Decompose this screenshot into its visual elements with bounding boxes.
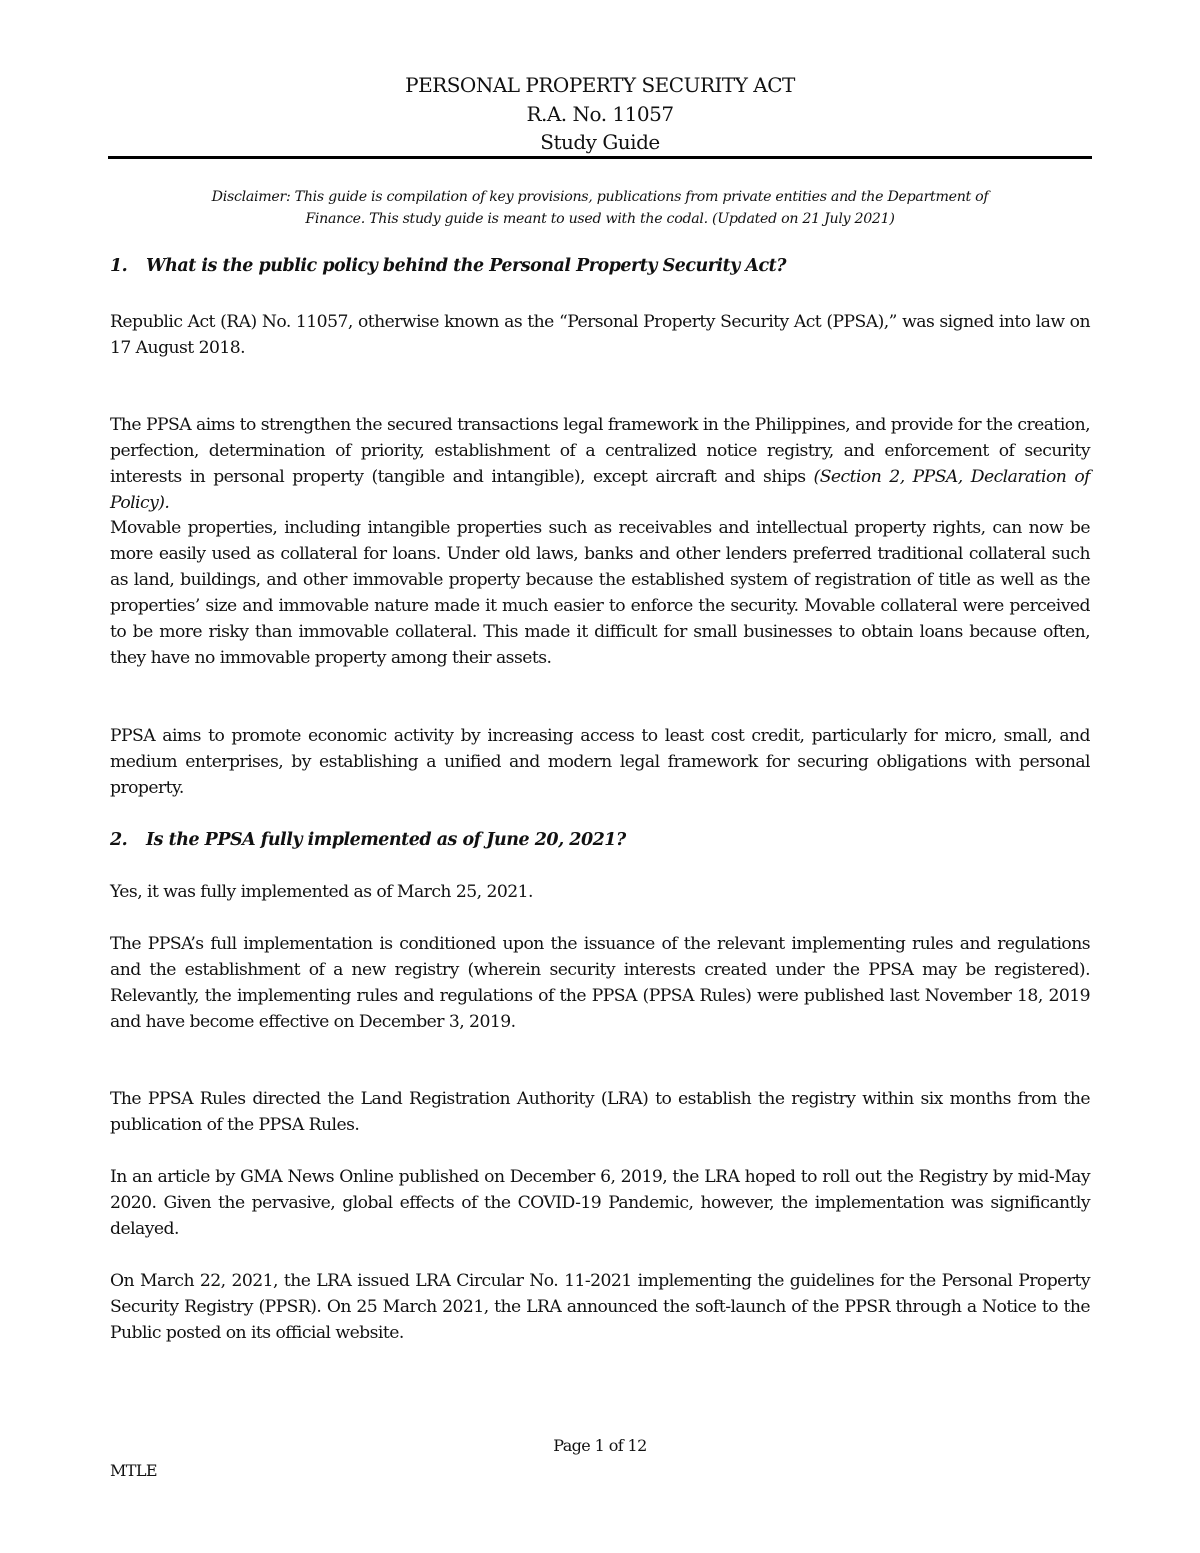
paragraph-text: The PPSA aims to strengthen the secured transactions legal framework in the Philippines, and provide for the creation, perfection, determination of priority, establishment of a centralized notice registry, and enforcement of security interests in personal property (tangible and intangible), except aircraft and ships xyxy=(110,415,1090,487)
paragraph: In an article by GMA News Online published on December 6, 2019, the LRA hoped to roll out the Registry by mid-May 2020. Given the pervasive, global effects of the COVID-19 Pandemic, however, the implementation was significantly delayed. xyxy=(110,1167,1090,1239)
document-subtitle-ra-number: R.A. No. 11057 xyxy=(526,102,674,126)
paragraph xyxy=(110,412,1090,516)
disclaimer xyxy=(108,186,1092,230)
paragraph: Yes, it was fully implemented as of March 25, 2021. xyxy=(110,882,533,902)
section-number: 2. xyxy=(110,830,128,850)
section-question: What is the public policy behind the Personal Property Security Act? xyxy=(146,256,786,276)
paragraph: On March 22, 2021, the LRA issued LRA Circular No. 11-2021 implementing the guidelines for the Personal Property Security Registry (PPSR). On 25 March 2021, the LRA announced the soft-launch of the PPSR through a Notice to the Public posted on its official website. xyxy=(110,1271,1090,1343)
section-question: Is the PPSA fully implemented as of June 20, 2021? xyxy=(146,830,626,850)
header-divider xyxy=(108,156,1092,159)
citation: (Section 2, PPSA, Declaration of Policy). xyxy=(110,467,1090,513)
paragraph: The PPSA Rules directed the Land Registration Authority (LRA) to establish the registry within six months from the publication of the PPSA Rules. xyxy=(110,1089,1090,1135)
disclaimer-line-1: Disclaimer: This guide is compilation of key provisions, publications from private entities and the Department of xyxy=(211,189,989,205)
section-number: 1. xyxy=(110,256,128,276)
footer-label: MTLE xyxy=(110,1461,157,1480)
disclaimer-line-2: Finance. This study guide is meant to used with the codal. (Updated on 21 July 2021) xyxy=(305,211,895,227)
paragraph: Movable properties, including intangible properties such as receivables and intellectual property rights, can now be more easily used as collateral for loans. Under old laws, banks and other lenders preferred traditional collateral such as land, buildings, and other immovable property because the established system of registration of title as well as the properties’ size and immovable nature made it much easier to enforce the security. Movable collateral were perceived to be more risky than immovable collateral. This made it difficult for small businesses to obtain loans because often, they have no immovable property among their assets. xyxy=(110,518,1090,668)
document-title: PERSONAL PROPERTY SECURITY ACT xyxy=(405,73,795,97)
document-subtitle-study-guide: Study Guide xyxy=(540,130,660,154)
page-number: Page 1 of 12 xyxy=(553,1436,647,1455)
section-1-heading xyxy=(110,253,1092,279)
paragraph: Republic Act (RA) No. 11057, otherwise known as the “Personal Property Security Act (PPSA),” was signed into law on 17 August 2018. xyxy=(110,312,1090,358)
paragraph: The PPSA’s full implementation is conditioned upon the issuance of the relevant implementing rules and regulations and the establishment of a new registry (wherein security interests created under the PPSA may be registered). Relevantly, the implementing rules and regulations of the PPSA (PPSA Rules) were published last November 18, 2019 and have become effective on December 3, 2019. xyxy=(110,934,1090,1032)
paragraph: PPSA aims to promote economic activity by increasing access to least cost credit, particularly for micro, small, and medium enterprises, by establishing a unified and modern legal framework for securing obligations with personal property. xyxy=(110,726,1090,798)
section-2-heading xyxy=(110,827,1092,853)
